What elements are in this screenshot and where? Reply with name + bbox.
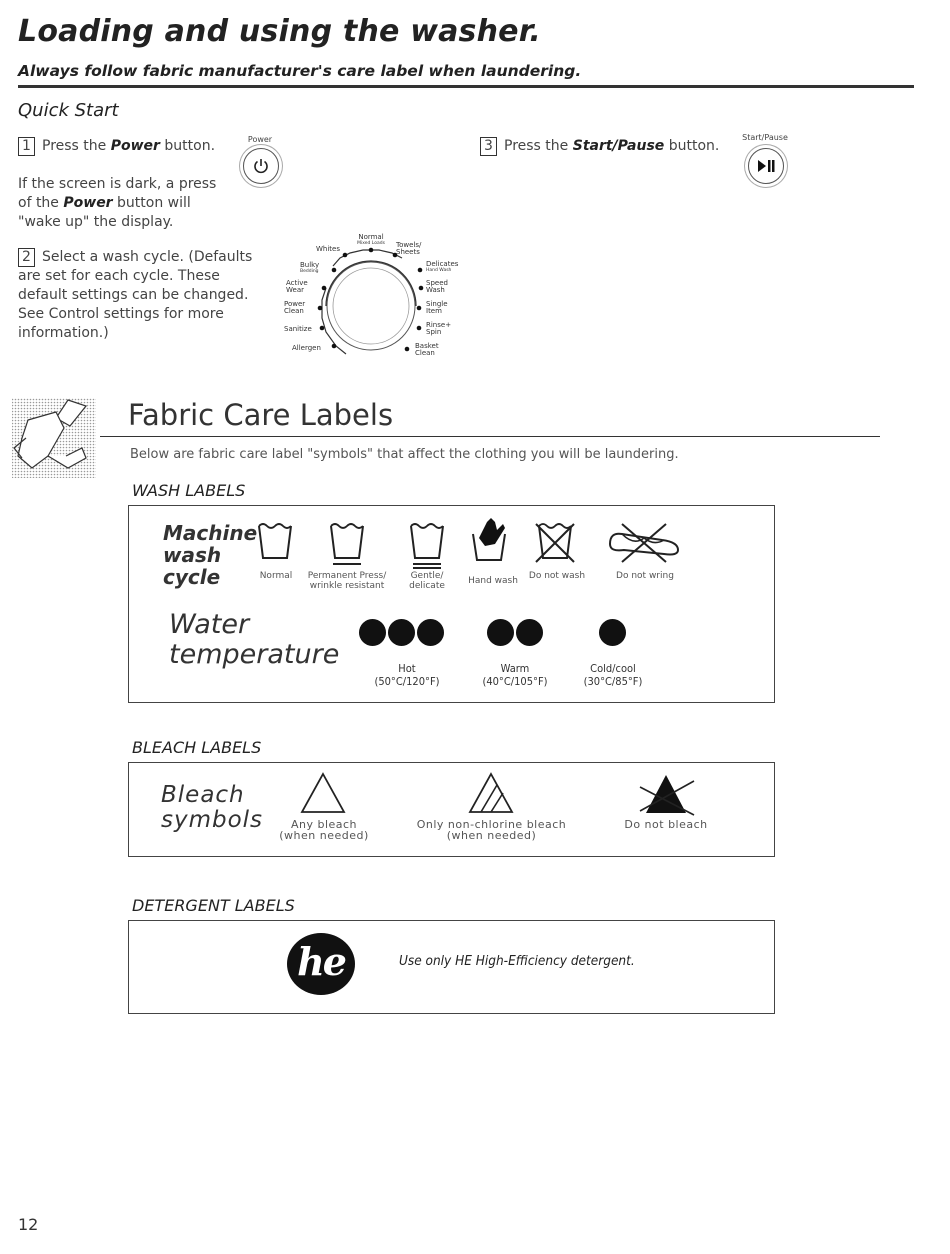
step-2-text: Select a wash cycle. (Defaults are set for each cycle. These default settings can be changed. See Control settings for more information.) xyxy=(18,249,253,341)
step-2 xyxy=(18,248,273,343)
any-bleach-label xyxy=(269,819,379,841)
hand-wash-label: Hand wash xyxy=(468,576,518,586)
dial-bulky: Bulky xyxy=(300,261,320,269)
dial-delicates-sub: Hand Wash xyxy=(426,268,452,273)
cold-dots xyxy=(599,619,628,650)
step-2-number: 2 xyxy=(18,248,35,267)
dial-bulky-sub: Bedding xyxy=(300,269,319,274)
do-not-wring-icon xyxy=(604,520,684,566)
hot-label xyxy=(357,662,457,688)
dial-active-sub: Wear xyxy=(286,286,304,294)
any-bleach-icon xyxy=(299,771,347,815)
bleach-title-line2: symbols xyxy=(161,807,264,833)
permanent-press-label-2: wrinkle resistant xyxy=(309,581,385,591)
dial-power: Power xyxy=(284,300,306,308)
normal-wash-icon xyxy=(257,520,293,564)
temp-dot xyxy=(388,619,415,646)
power-icon-label: Power xyxy=(247,135,273,144)
normal-wash-label: Normal xyxy=(259,571,293,581)
he-detergent-text: Use only HE High-Efficiency detergent. xyxy=(399,953,635,969)
detergent-labels-heading: DETERGENT LABELS xyxy=(132,896,295,915)
step-3-number: 3 xyxy=(480,137,497,156)
dial-allergen: Allergen xyxy=(292,344,321,352)
gentle-wash-label xyxy=(395,571,459,591)
dial-basket: Basket xyxy=(415,342,439,350)
dial-speed-sub: Wash xyxy=(426,286,445,294)
play-pause-icon xyxy=(756,158,776,174)
dial-active: Active xyxy=(286,279,308,287)
dial-label-normal xyxy=(356,234,386,246)
start-pause-button-icon xyxy=(748,148,784,184)
dial-sanitize: Sanitize xyxy=(284,325,312,333)
dial-label-power-clean xyxy=(284,301,305,315)
dial-normal-sub: Mixed Loads xyxy=(357,241,385,246)
power-icon xyxy=(252,157,270,175)
gentle-wash-icon xyxy=(409,520,445,574)
dial-label-active-wear xyxy=(286,280,308,294)
dial-label-single-item xyxy=(426,301,448,315)
cold-label xyxy=(563,662,663,688)
dial-label-towels xyxy=(396,242,421,256)
do-not-wash-label: Do not wash xyxy=(528,571,586,581)
start-pause-icon-label: Start/Pause xyxy=(742,133,788,142)
warm-name: Warm xyxy=(500,662,530,675)
shirt-label-icon xyxy=(8,398,100,478)
bleach-labels-box xyxy=(128,762,775,857)
dial-delicates: Delicates xyxy=(426,260,459,268)
water-temperature-title xyxy=(169,610,339,670)
fabric-care-description: Below are fabric care label "symbols" that affect the clothing you will be laundering. xyxy=(130,447,679,462)
dial-whites: Whites xyxy=(316,245,341,253)
power-button-icon xyxy=(243,148,279,184)
step-1-pre: Press the xyxy=(42,138,111,154)
fabric-care-rule xyxy=(100,436,880,437)
bleach-labels-heading: BLEACH LABELS xyxy=(132,738,262,757)
dial-power-sub: Clean xyxy=(284,307,304,315)
cold-name: Cold/cool xyxy=(590,662,636,675)
hand-wash-icon xyxy=(469,516,511,566)
dial-label-basket-clean xyxy=(415,343,439,357)
temp-dot xyxy=(599,619,626,646)
dial-rinse-sub: Spin xyxy=(426,328,442,336)
dial-label-allergen xyxy=(292,345,321,352)
step-1-note-pre: If the screen is dark, a press of the xyxy=(18,176,217,211)
water-temp-line2: temperature xyxy=(169,639,340,670)
dial-rinse: Rinse+ xyxy=(426,321,452,329)
do-not-wash-icon xyxy=(534,520,576,566)
non-chlorine-label-2: (when needed) xyxy=(446,829,537,842)
machine-wash-line1: Machine xyxy=(163,521,258,545)
warm-label xyxy=(465,662,565,688)
step-1-note xyxy=(18,175,223,232)
dial-towels: Towels/ xyxy=(396,241,422,249)
gentle-label-2: delicate xyxy=(409,581,445,591)
page-subtitle: Always follow fabric manufacturer's care label when laundering. xyxy=(18,62,582,80)
dial-label-whites xyxy=(316,246,340,253)
step-3 xyxy=(480,137,730,156)
machine-wash-line3: cycle xyxy=(163,565,221,589)
hot-range: (50°C/120°F) xyxy=(374,675,440,688)
dial-label-bulky xyxy=(300,262,319,274)
step-1-bold: Power xyxy=(110,138,160,154)
dial-single: Single xyxy=(426,300,448,308)
header-rule xyxy=(18,85,914,88)
step-1-note-post: button will "wake up" the display. xyxy=(18,195,191,230)
gentle-label-1: Gentle/ xyxy=(410,571,444,581)
non-chlorine-bleach-icon xyxy=(467,771,515,815)
bleach-title-line1: Bleach xyxy=(161,782,245,808)
hot-dots xyxy=(359,619,446,650)
fabric-care-title: Fabric Care Labels xyxy=(128,398,394,432)
do-not-bleach-icon xyxy=(634,771,698,817)
he-logo xyxy=(287,933,355,995)
quick-start-heading: Quick Start xyxy=(18,100,119,121)
cold-range: (30°C/85°F) xyxy=(583,675,643,688)
dial-normal: Normal xyxy=(358,233,384,241)
detergent-labels-box xyxy=(128,920,775,1014)
do-not-wring-label: Do not wring xyxy=(616,571,674,581)
dial-basket-sub: Clean xyxy=(415,349,435,357)
step-1-note-bold: Power xyxy=(63,195,113,211)
permanent-press-label-1: Permanent Press/ xyxy=(307,571,387,581)
water-temp-line1: Water xyxy=(169,609,250,640)
page-title: Loading and using the washer. xyxy=(18,14,542,49)
step-3-post: button. xyxy=(664,138,720,154)
he-logo-text: he xyxy=(297,939,345,984)
non-chlorine-label-1: Only non-chlorine bleach xyxy=(416,818,567,831)
cycle-dial xyxy=(278,228,468,368)
temp-dot xyxy=(516,619,543,646)
temp-dot xyxy=(359,619,386,646)
any-bleach-label-1: Any bleach xyxy=(290,818,358,831)
step-1-post: button. xyxy=(159,138,216,154)
dial-label-delicates xyxy=(426,261,458,273)
step-1 xyxy=(18,137,238,156)
warm-dots xyxy=(487,619,545,650)
dial-label-rinse-spin xyxy=(426,322,451,336)
machine-wash-title xyxy=(163,522,257,588)
any-bleach-label-2: (when needed) xyxy=(279,829,369,842)
permanent-press-icon xyxy=(329,520,365,570)
step-1-number: 1 xyxy=(18,137,35,156)
step-3-pre: Press the xyxy=(504,138,573,154)
dial-towels-sub: Sheets xyxy=(396,248,420,256)
hot-name: Hot xyxy=(398,662,416,675)
dial-label-speed-wash xyxy=(426,280,448,294)
warm-range: (40°C/105°F) xyxy=(482,675,548,688)
dial-single-sub: Item xyxy=(426,307,442,315)
step-3-bold: Start/Pause xyxy=(572,138,665,154)
non-chlorine-label xyxy=(404,819,579,841)
wash-labels-box xyxy=(128,505,775,703)
dial-label-sanitize xyxy=(284,326,312,333)
temp-dot xyxy=(487,619,514,646)
machine-wash-line2: wash xyxy=(163,543,222,567)
bleach-symbols-title xyxy=(161,783,263,833)
temp-dot xyxy=(417,619,444,646)
page-number: 12 xyxy=(18,1215,39,1234)
wash-labels-heading: WASH LABELS xyxy=(132,481,246,500)
do-not-bleach-label: Do not bleach xyxy=(624,818,708,831)
dial-speed: Speed xyxy=(426,279,448,287)
permanent-press-label xyxy=(301,571,393,591)
